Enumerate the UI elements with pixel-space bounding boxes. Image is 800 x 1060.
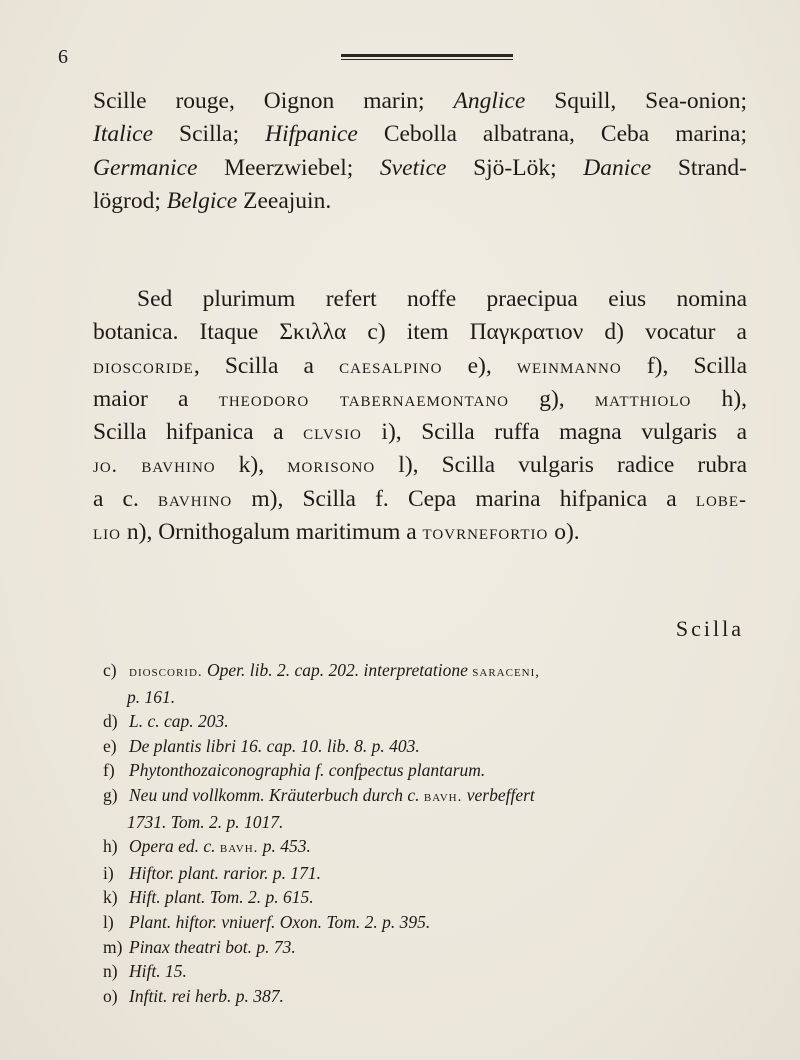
footnote-e: e) De plantis libri 16. cap. 10. lib. 8. p. 403. [103,735,420,756]
catchword: Scilla [675,616,744,641]
footnote-c: c) dioscorid. Oper. lib. 2. cap. 202. interpretatione saraceni, p. 161. [103,660,541,707]
footnote-k: k) Hift. plant. Tom. 2. p. 615. [103,887,314,908]
vernacular-names-paragraph [93,85,747,218]
text-line: Germanice Meerzwiebel; Svetice Sjö-Lök; Danice Strand- [93,154,747,181]
text-line: dioscoride, Scilla a caesalpino e), weinmanno f), Scilla [93,352,748,379]
text-line: lio n), Ornithogalum maritimum a tovrnefortio o). [93,519,580,546]
botanical-names-paragraph [93,283,747,549]
text-line: lögrod; Belgice Zeeajuin. [93,187,332,214]
text-line: a c. bavhino m), Scilla f. Cepa marina hifpanica a lobe- [93,485,747,512]
text-line: jo. bavhino k), morisono l), Scilla vulgaris radice rubra [93,452,748,479]
footnote-m: m) Pinax theatri bot. p. 73. [103,936,296,957]
text-line: Italice Scilla; Hifpanice Cebolla albatrana, Ceba marina; [93,121,748,148]
footnote-g: g) Neu und vollkomm. Kräuterbuch durch c. bavh. verbeffert 1731. Tom. 2. p. 1017. [103,784,535,832]
text-line: Scille rouge, Oignon marin; Anglice Squill, Sea-onion; [93,88,747,114]
header-rule [341,54,513,57]
footnote-f: f) Phytonthozaiconographia f. confpectus plantarum. [103,760,486,781]
footnote-l: l) Plant. hiftor. vniuerf. Oxon. Tom. 2. p. 395. [103,911,431,932]
text-line: Scilla hifpanica a clvsio i), Scilla ruffa magna vulgaris a [93,419,747,446]
footnote-d: d) L. c. cap. 203. [103,711,229,732]
page-number: 6 [58,46,68,68]
text-line: maior a theodoro tabernaemontano g), matthiolo h), [93,385,747,412]
footnote-h: h) Opera ed. c. bavh. p. 453. [103,836,311,857]
footnote-i: i) Hiftor. plant. rarior. p. 171. [103,862,322,883]
footnote-n: n) Hift. 15. [103,961,187,982]
footnote-o: o) Inftit. rei herb. p. 387. [103,985,284,1006]
text-line: Sed plurimum refert noffe praecipua eius nomina [137,286,747,312]
text-line: botanica. Itaque Σκιλλα c) item Παγκρατιον d) vocatur a [93,319,747,346]
footnotes [103,658,753,1008]
